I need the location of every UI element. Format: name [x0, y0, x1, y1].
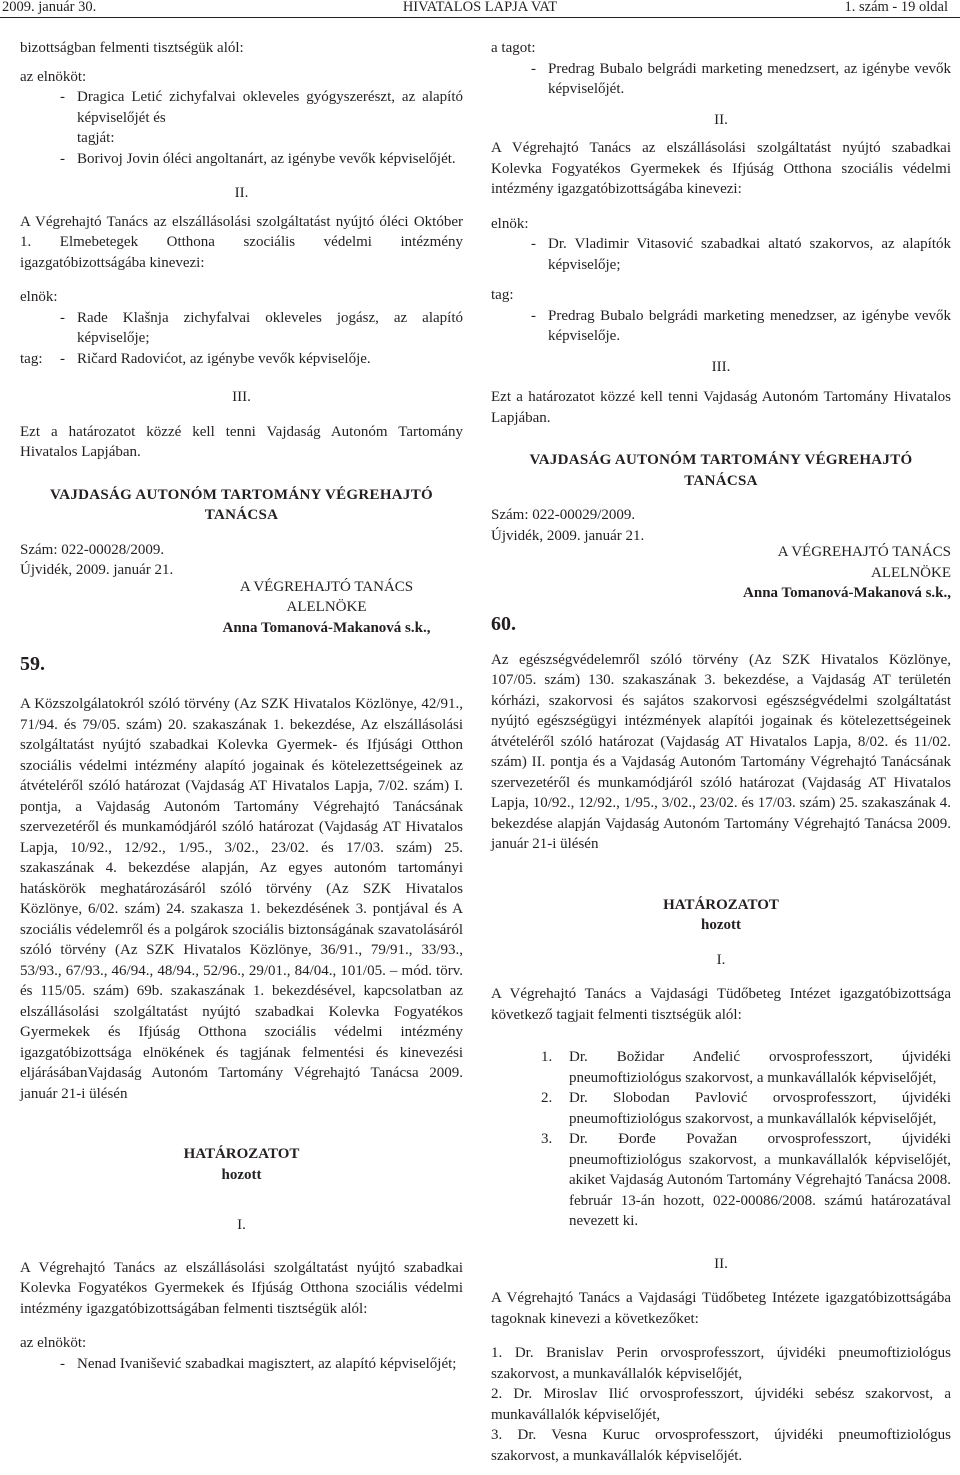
dismissed-chair-label: az elnököt: [20, 1335, 87, 1351]
chair-label: elnök: [20, 289, 58, 305]
decision-number: 60. [491, 612, 516, 635]
section-ii-text: A Végrehajtó Tanács az elszállásolási szolgáltatást nyújtó szabadkai Kolevka Fogyatékos Gyermekek és Ifjúság Otthona szociális védelmi intézmény igazgatóbizottságába kinevezi: [491, 140, 951, 197]
section-roman-ii-b: II. [714, 1255, 728, 1272]
council-heading [491, 450, 951, 491]
signature-block [190, 577, 463, 639]
section-roman-i: I. [237, 1217, 246, 1233]
list-item: 3. Dr. Vesna Kuruc orvosprofesszort, újvidéki pneumoftiziológus szakorvost, a munkavállalók képviselőjét. [491, 1427, 951, 1464]
council-heading-line-2: TANÁCSA [684, 472, 758, 489]
decision-preamble: A Közszolgálatokról szóló törvény (Az SZK Hivatalos Közlönye, 42/91., 71/94. és 79/05. szám) 20. szakaszának 1. bekezdése, Az elszállásolási szolgáltatást nyújtó szabadkai Kolevka Gyermek- és Ifjúsági Otthon szociális védelmi intézmény alapító jogainak és kötelezettségeinek az átvételéről szóló határozat (Vajdaság AT Hivatalos Lapja, 7/02. szám) I. pontja, a Vajdaság Autonóm Tartomány Végrehajtó Tanácsának szervezetéről és munkamódjáról szóló határozat (Vajdaság AT Hivatalos Lapja, 10/92., 12/92., 1/95., 3/02., 23/02. és 17/03. szám) 25. szakaszának 4. bekezdése alapján, Az egyes autonóm tartományi hatáskörök meghatározásáról szóló törvény (Az SZK Hivatalos Közlönye, 6/02. szám) 24. szakasza 1. bekezdésének 3. pontjával és A szociális védelemről és a polgárok szociális biztonságának szavatolásáról szóló törvény (Az SZK Hivatalos Közlönye, 36/91., 79/91., 33/93., 53/93., 67/93., 46/94., 48/94., 52/96., 29/01., 84/04., 101/05. – mód. törv. és 115/05. szám) 69b. szakaszának 1. bekezdésével, kapcsolatban az elszállásolási szolgáltatást nyújtó szabadkai Kolevka Fogyatékos Gyermekek és Ifjúság Otthona szociális védelmi intézmény igazgatóbizottsága elnökének és tagjának felmentési és kinevezési eljárásábanVajdaság Autonóm Tartomány Végrehajtó Tanácsa 2009. január 21-i ülésén [20, 696, 463, 1102]
decision-number: 59. [20, 653, 45, 675]
reference-number: Szám: 022-00028/2009. [20, 541, 165, 558]
member-label: tagját: [77, 130, 115, 146]
decision-title: HATÁROZATOT [183, 1146, 300, 1162]
section-iii-text: Ezt a határozatot közzé kell tenni Vajdaság Autonóm Tartomány Hivatalos Lapjában. [491, 389, 951, 426]
header-date: 2009. január 30. [2, 0, 97, 15]
member-item: - Borivoj Jovin óléci angoltanárt, az igénybe vevők képviselőjét. [20, 149, 463, 170]
decision-subtitle: hozott [221, 1166, 262, 1183]
tag-item: - Ričard Radovićot, az igénybe vevők képviselője. [20, 349, 463, 370]
header-rule [0, 17, 960, 18]
list-item: 2. Dr. Miroslav Ilić orvosprofesszort, újvidéki sebész szakorvost, a munkavállalók képviselőjét, [491, 1386, 951, 1423]
tag-label: tag: [20, 350, 43, 367]
council-heading-line-1: VAJDASÁG AUTONÓM TARTOMÁNY VÉGREHAJTÓ [529, 452, 913, 468]
section-i-text: A Végrehajtó Tanács a Vajdasági Tüdőbeteg Intézet igazgatóbizottsága következő tagjait felmenti tisztségük alól: [491, 986, 951, 1023]
decision-subtitle: hozott [701, 917, 741, 933]
council-heading-line-2: TANÁCSA [204, 507, 279, 523]
list-item: 2. Dr. Slobodan Pavlović orvosprofesszort, újvidéki pneumoftiziológus szakorvost, a munkavállalók képviselőjét, [541, 1090, 951, 1127]
deputy-chair-label: az elnököt: [20, 68, 87, 85]
reference-place-date: Újvidék, 2009. január 21. [491, 527, 645, 544]
right-column [491, 38, 951, 1466]
signature-role: ALELNÖKE [871, 564, 951, 581]
page-header [0, 0, 960, 18]
section-roman-ii: II. [714, 111, 728, 128]
section-roman-iii: III. [711, 358, 731, 375]
signature-role: ALELNÖKE [286, 599, 367, 615]
signature-name: Anna Tomanová-Makanová s.k., [222, 619, 431, 636]
intro-line: bizottságban felmenti tisztségük alól: [20, 40, 244, 56]
dismissed-chair-item: - Nenad Ivanišević szabadkai magisztert, az alapító képviselőjét; [20, 1354, 463, 1375]
section-i-text: A Végrehajtó Tanács az elszállásolási szolgáltatást nyújtó szabadkai Kolevka Fogyatékos Gyermekek és Ifjúság Otthona szociális védelmi intézmény igazgatóbizottságában felmenti tisztségük alól: [20, 1259, 463, 1317]
signature-title: A VÉGREHAJTÓ TANÁCS [239, 578, 414, 595]
chair-item: - Dr. Vladimir Vitasović szabadkai altató szakorvos, az alapítók képviselője; [491, 234, 951, 275]
section-roman-iii: III. [232, 389, 251, 405]
council-heading [20, 485, 463, 526]
section-iii-text: Ezt a határozatot közzé kell tenni Vajdaság Autonóm Tartomány Hivatalos Lapjában. [20, 423, 463, 460]
list-item: 1. Dr. Božidar Anđelić orvosprofesszort, újvidéki pneumoftiziológus szakorvost, a munkavállalók képviselőjét, [541, 1049, 951, 1086]
list-item: 1. Dr. Branislav Perin orvosprofesszort, újvidéki pneumoftiziológus szakorvost, a munkavállalók képviselőjét, [491, 1345, 951, 1382]
signature-name: Anna Tomanová-Makanová s.k., [743, 585, 951, 601]
list-item: 3. Dr. Đorđe Považan orvosprofesszort, újvidéki pneumoftiziológus szakorvost, a munkavállalók képviselőjét, akiket Vajdaság Autonóm Tartomány Végrehajtó Tanácsa 2008. február 13-án hozott, 022-00086/2008. számú határozatával nevezett ki. [541, 1131, 951, 1229]
reference-number: Szám: 022-00029/2009. [491, 507, 636, 523]
member-item: - Predrag Bubalo belgrádi marketing menedzsert, az igénybe vevők képviselőjét. [491, 59, 951, 100]
section-ii-text: A Végrehajtó Tanács az elszállásolási szolgáltatást nyújtó óléci Október 1. Elmebetegek Otthona szociális védelmi intézmény igazgatóbizottságába kinevezi: [20, 213, 463, 271]
header-journal-title: HIVATALOS LAPJA VAT [402, 0, 558, 15]
member-label: a tagot: [491, 40, 536, 56]
section-roman-ii: II. [234, 185, 249, 201]
deputy-chair-item: - Dragica Letić zichyfalvai okleveles gyógyszerészt, az alapító képviselőjét és [20, 87, 463, 128]
left-column [20, 38, 463, 1374]
chair-item: - Rade Klašnja zichyfalvai okleveles jogász, az alapító képviselője; [20, 308, 463, 349]
dismissed-list [491, 1047, 951, 1232]
chair-label: elnök: [491, 215, 529, 232]
reference-place-date: Újvidék, 2009. január 21. [20, 562, 174, 578]
council-heading-line-1: VAJDASÁG AUTONÓM TARTOMÁNY VÉGREHAJTÓ [50, 486, 433, 503]
appointed-list [491, 1343, 951, 1466]
header-page-number: 1. szám - 19 oldal [844, 0, 948, 15]
tag-item: - Predrag Bubalo belgrádi marketing menedzser, az igénybe vevők képviselője. [491, 306, 951, 347]
signature-title: A VÉGREHAJTÓ TANÁCS [777, 544, 951, 560]
decision-preamble: Az egészségvédelemről szóló törvény (Az SZK Hivatalos Közlönye, 107/05. szám) 130. szakaszának 3. bekezdése, a Vajdaság AT területén kórházi, szakorvosi és sajátos szakorvosi egészségvédelmi szolgáltatást nyújtó egészségügyi intézmények alapítói jogainak és kötelezettségeinek átvételéről szóló határozat (Vajdaság AT Hivatalos Lapja, 8/02. és 11/02. szám) II. pontja és a Vajdaság Autonóm Tartomány Végrehajtó Tanácsának szervezetéről és munkamódjáról szóló határozat (Vajdaság AT Hivatalos Lapja, 10/92., 12/92., 1/95., 3/02., 23/02. és 17/03. szám) 25. szakaszának 4. bekezdése alapján Vajdaság Autonóm Tartomány Végrehajtó Tanácsa 2009. január 21-i ülésén [491, 651, 951, 852]
tag-label: tag: [491, 287, 514, 303]
section-ii-b-text: A Végrehajtó Tanács a Vajdasági Tüdőbeteg Intézete igazgatóbizottságába tagoknak kinevezi a következőket: [491, 1290, 951, 1327]
section-roman-i: I. [716, 951, 726, 968]
decision-title: HATÁROZATOT [663, 896, 779, 913]
signature-block [491, 542, 951, 604]
